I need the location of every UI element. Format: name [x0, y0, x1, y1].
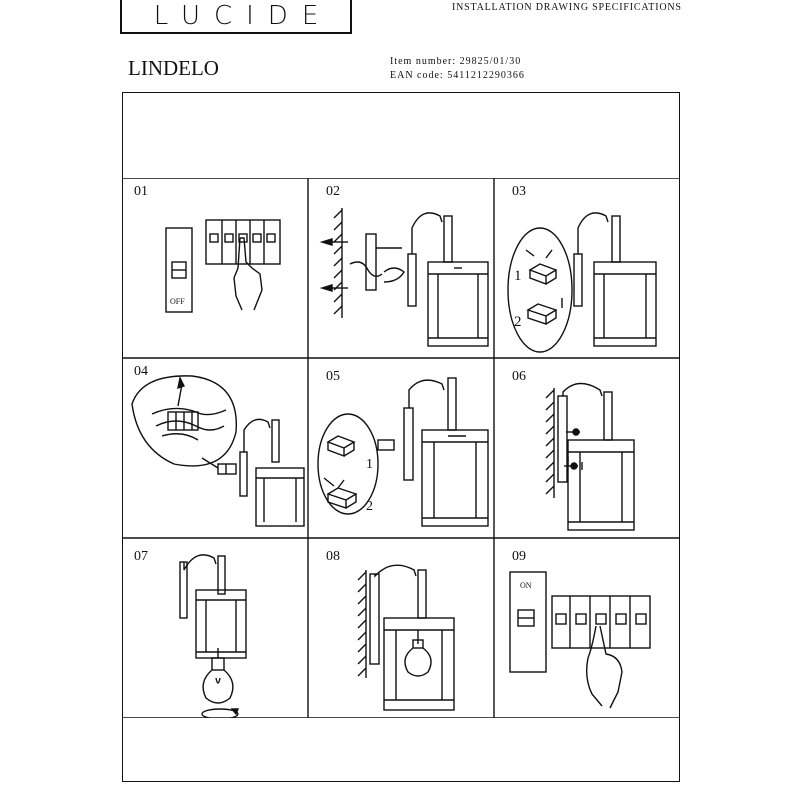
lamp-fixture-icon — [558, 383, 634, 530]
brand-logo: LUCIDE — [120, 0, 352, 34]
step-09 — [510, 549, 650, 708]
wall-icon — [358, 570, 366, 678]
lamp-fixture-icon — [408, 213, 488, 346]
sub-step-1: 1 — [514, 268, 522, 284]
lamp-fixture-icon — [240, 419, 304, 526]
sub-step-2: 2 — [514, 314, 522, 330]
rotate-arrow-icon — [202, 709, 238, 718]
fuse-panel-icon — [206, 220, 280, 264]
detail-callout — [508, 228, 572, 352]
document-title: INSTALLATION DRAWING SPECIFICATIONS — [452, 2, 682, 13]
connector-box-icon — [324, 436, 394, 508]
switch-label: ON — [520, 581, 532, 590]
step-number: 09 — [512, 549, 526, 564]
breaker-switch-off-icon — [166, 228, 192, 312]
product-codes — [390, 55, 525, 83]
step-number: 06 — [512, 369, 526, 384]
mounting-plate-icon — [350, 234, 404, 290]
step-number: 01 — [134, 184, 148, 199]
step-04 — [132, 364, 304, 526]
step-08 — [326, 549, 454, 710]
item-number: Item number: 29825/01/30 — [390, 56, 522, 67]
lamp-fixture-icon — [574, 213, 656, 346]
lamp-fixture-icon — [370, 565, 454, 710]
wiring-detail-icon — [152, 378, 226, 440]
fuse-panel-icon — [552, 596, 650, 648]
step-05 — [318, 369, 488, 526]
step-06 — [512, 369, 634, 530]
sub-step-2: 2 — [366, 499, 373, 514]
step-number: 07 — [134, 549, 148, 564]
lamp-fixture-icon — [180, 555, 246, 658]
step-07 — [134, 549, 246, 718]
wall-icon — [546, 388, 554, 498]
connector-box-icon — [202, 458, 236, 474]
instruction-grid — [122, 178, 680, 718]
sub-step-1: 1 — [366, 457, 373, 472]
breaker-switch-on-icon — [510, 572, 546, 672]
step-number: 02 — [326, 184, 340, 199]
step-03 — [508, 184, 656, 352]
step-01 — [134, 184, 280, 312]
step-number: 04 — [134, 364, 148, 379]
step-number: 08 — [326, 549, 340, 564]
switch-label: OFF — [170, 297, 185, 306]
light-bulb-icon — [405, 630, 431, 676]
lamp-fixture-icon — [404, 378, 488, 526]
step-number: 03 — [512, 184, 526, 199]
product-name: LINDELO — [128, 56, 219, 80]
hand-icon — [587, 626, 622, 708]
step-number: 05 — [326, 369, 340, 384]
hand-icon — [234, 238, 262, 310]
connector-box-icon — [526, 250, 562, 324]
wall-icon — [334, 208, 342, 318]
ean-code: EAN code: 5411212290366 — [390, 70, 525, 81]
step-02 — [322, 184, 488, 346]
light-bulb-icon — [203, 648, 233, 703]
